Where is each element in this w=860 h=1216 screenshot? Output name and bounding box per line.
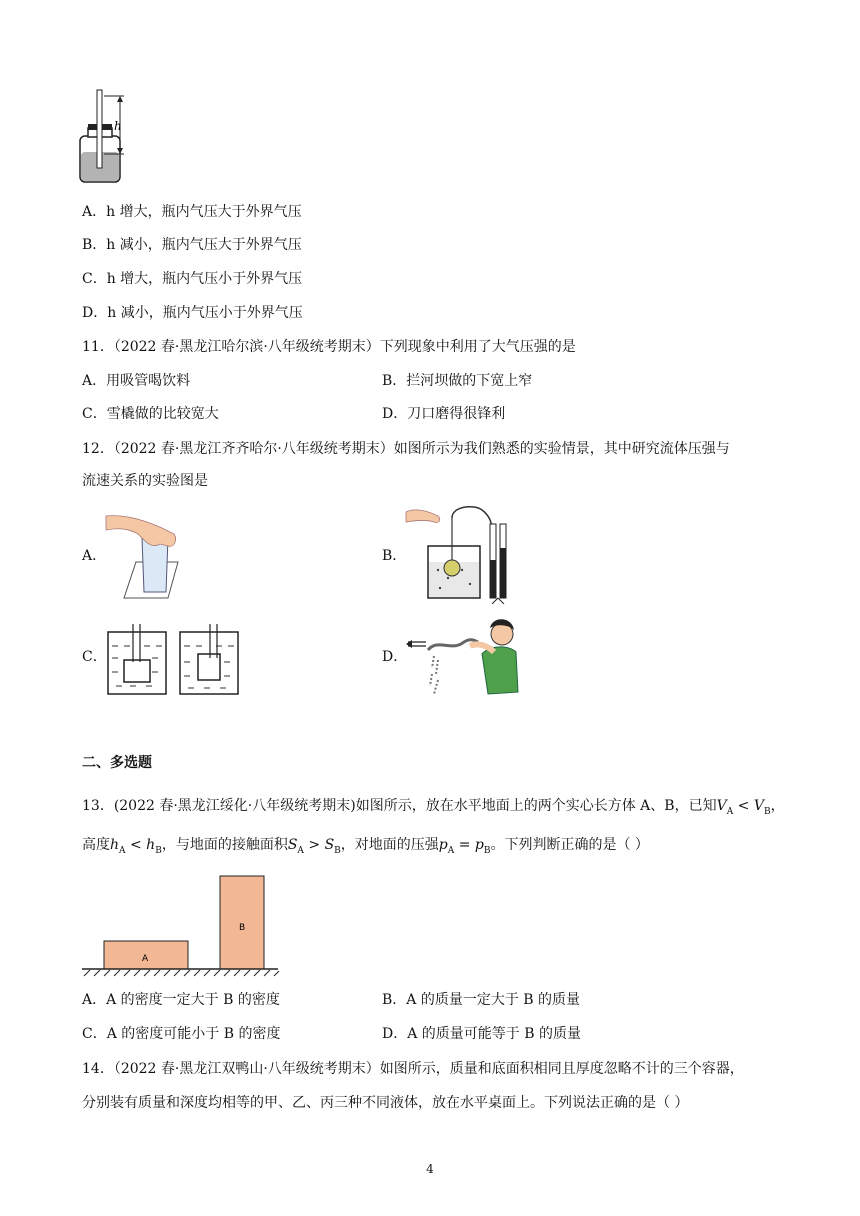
q14-stem-line1: 14．（2022 春·黑龙江双鸭山·八年级统考期末）如图所示，质量和底面积相同且厚度忽略不计的三个容器， (82, 1061, 744, 1077)
q11-option-a[interactable]: A．用吸管喝饮料 (82, 373, 191, 389)
q13-option-d[interactable]: D．A 的质量可能等于 B 的质量 (382, 1026, 581, 1042)
q13-blocks-figure (80, 872, 280, 980)
q12-option-c-label[interactable]: C． (82, 649, 107, 665)
q11-stem: 11．（2022 春·黑龙江哈尔滨·八年级统考期末）下列现象中利用了大气压强的是 (82, 339, 576, 355)
q13-stem-line2-mid2: ，对地面的压强 (340, 837, 439, 853)
q12-stem-line1: 12．（2022 春·黑龙江齐齐哈尔·八年级统考期末）如图所示为我们熟悉的实验情景，其中研究流体压强与 (82, 441, 730, 457)
q12-option-d-figure (404, 612, 522, 702)
section-heading-multiple-choice: 二、多选题 (82, 755, 152, 771)
q13-option-a[interactable]: A．A 的密度一定大于 B 的密度 (82, 992, 280, 1008)
q13-stem-line1: 13．(2022 春·黑龙江绥化·八年级统考期末)如图所示，放在水平地面上的两个实心长方体 A、B，已知$V_A < V_B$， (82, 798, 785, 817)
q10-option-a[interactable]: A．h 增大，瓶内气压大于外界气压 (82, 204, 302, 220)
q10-option-b[interactable]: B．h 减小，瓶内气压大于外界气压 (82, 237, 302, 253)
q12-stem-line2: 流速关系的实验图是 (82, 473, 208, 489)
q10-option-c[interactable]: C．h 增大，瓶内气压小于外界气压 (82, 271, 303, 287)
q13-stem-line1-text: 13．(2022 春·黑龙江绥化·八年级统考期末)如图所示，放在水平地面上的两个实心长方体 A、B，已知 (82, 798, 717, 814)
q12-option-b-figure (404, 504, 524, 604)
q14-stem-line2: 分别装有质量和深度均相等的甲、乙、丙三种不同液体，放在水平桌面上。下列说法正确的是（ ） (82, 1095, 689, 1111)
block-b-label: B (239, 923, 246, 933)
q13-option-c[interactable]: C．A 的密度可能小于 B 的密度 (82, 1026, 281, 1042)
q10-option-d[interactable]: D．h 减小，瓶内气压小于外界气压 (82, 305, 303, 321)
page-number: 4 (426, 1162, 434, 1176)
q12-option-a-figure (104, 508, 188, 604)
q13-stem-line2: 高度$h_A < h_B$，与地面的接触面积$S_A > S_B$，对地面的压强$p_A = p_B$。下列判断正确的是（ ） (82, 837, 649, 856)
q10-bottle-figure (76, 88, 136, 188)
q13-stem-line2-suffix: 。下列判断正确的是（ ） (490, 837, 649, 853)
q11-option-c[interactable]: C．雪橇做的比较宽大 (82, 406, 219, 422)
q12-option-a-label[interactable]: A． (82, 548, 107, 564)
block-a-label: A (142, 954, 149, 964)
q12-option-b-label[interactable]: B． (382, 548, 407, 564)
q11-option-b[interactable]: B．拦河坝做的下宽上窄 (382, 373, 533, 389)
q13-stem-line2-mid1: ，与地面的接触面积 (161, 837, 288, 853)
q12-option-d-label[interactable]: D． (382, 649, 408, 665)
q13-option-b[interactable]: B．A 的质量一定大于 B 的质量 (382, 992, 581, 1008)
q11-option-d[interactable]: D．刀口磨得很锋利 (382, 406, 506, 422)
q12-option-c-figure (104, 622, 244, 698)
q13-stem-line2-prefix: 高度 (82, 837, 110, 853)
q10-h-label: h (114, 119, 122, 133)
